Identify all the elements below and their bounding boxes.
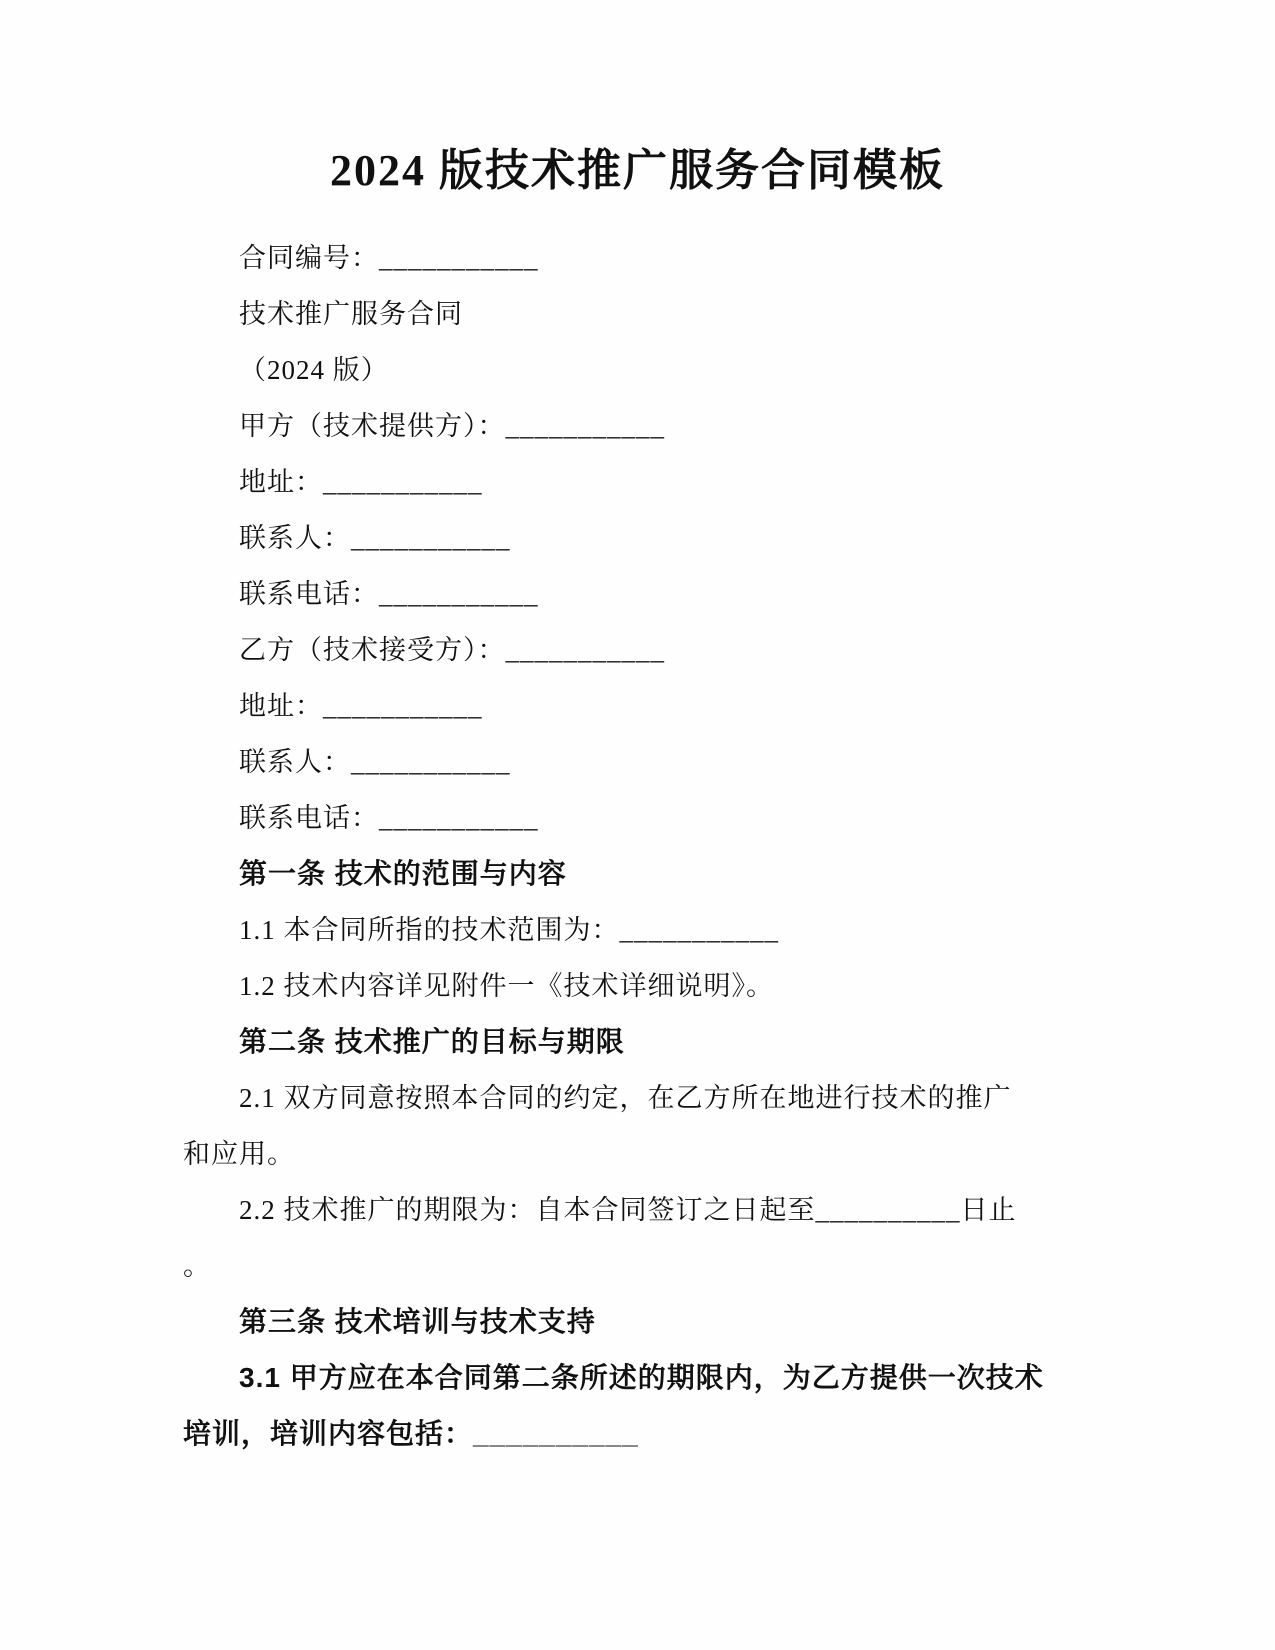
clause-1-1: 1.1 本合同所指的技术范围为：___________	[239, 915, 779, 945]
article-3-heading: 第三条 技术培训与技术支持	[239, 1306, 596, 1337]
party-a-field: 甲方（技术提供方）：___________	[239, 411, 665, 441]
party-a-phone-field: 联系电话：___________	[239, 579, 539, 609]
clause-2-2: 2.2 技术推广的期限为：自本合同签订之日起至__________日止	[239, 1195, 1017, 1225]
party-b-address-field: 地址：___________	[239, 691, 483, 721]
party-b-field: 乙方（技术接受方）：___________	[239, 635, 665, 665]
version-line: （2024 版）	[239, 355, 389, 385]
clause-1-2: 1.2 技术内容详见附件一《技术详细说明》。	[239, 971, 774, 1001]
clause-3-1-cont: 培训，培训内容包括：__________	[183, 1418, 639, 1449]
clause-2-1: 2.1 双方同意按照本合同的约定，在乙方所在地进行技术的推广	[239, 1083, 1012, 1113]
party-b-phone-field: 联系电话：___________	[239, 803, 539, 833]
clause-2-2-cont: 。	[183, 1251, 211, 1281]
party-a-contact-field: 联系人：___________	[239, 523, 511, 553]
document-title: 2024 版技术推广服务合同模板	[330, 146, 945, 195]
contract-number-field: 合同编号：___________	[239, 243, 539, 273]
clause-3-1: 3.1 甲方应在本合同第二条所述的期限内，为乙方提供一次技术	[239, 1362, 1044, 1393]
article-2-heading: 第二条 技术推广的目标与期限	[239, 1026, 625, 1057]
article-1-heading: 第一条 技术的范围与内容	[239, 858, 567, 889]
clause-2-1-cont: 和应用。	[183, 1139, 295, 1169]
contract-subtitle: 技术推广服务合同	[239, 299, 463, 329]
party-a-address-field: 地址：___________	[239, 467, 483, 497]
party-b-contact-field: 联系人：___________	[239, 747, 511, 777]
document-body	[0, 230, 1275, 1462]
